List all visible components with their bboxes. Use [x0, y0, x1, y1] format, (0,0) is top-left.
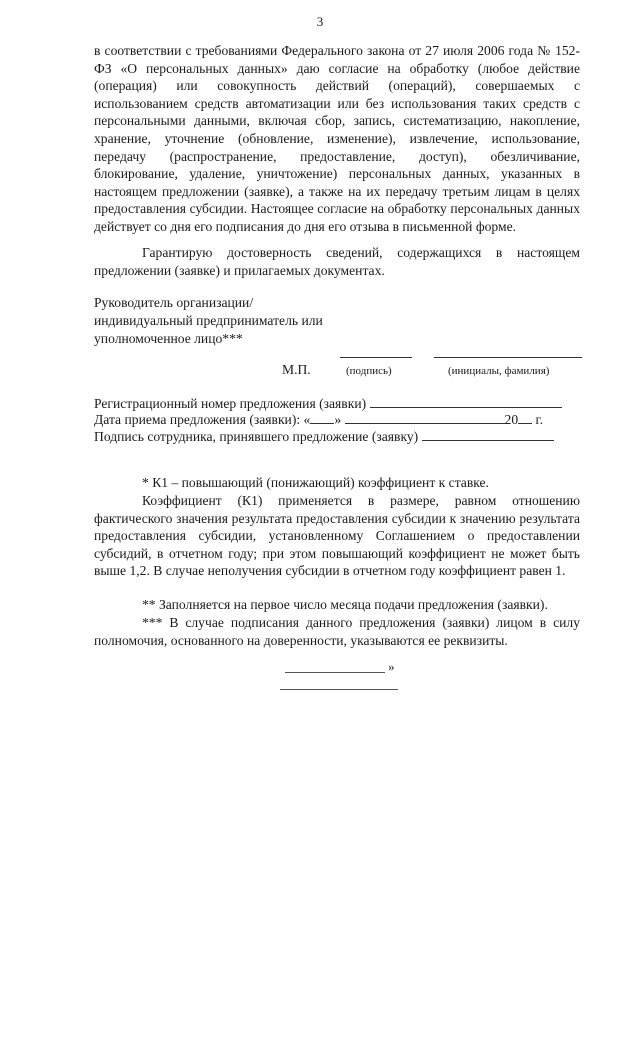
- closing-line-1: [285, 672, 385, 673]
- employee-signature-row: [94, 428, 554, 446]
- employee-signature-label: Подпись сотрудника, принявшего предложение (заявку): [94, 429, 419, 444]
- page-number: 3: [316, 14, 324, 29]
- closing-line-2: [280, 689, 398, 690]
- signatory-line-3: уполномоченное лицо***: [94, 331, 243, 346]
- year-suffix: г.: [535, 412, 543, 427]
- year-prefix: 20: [504, 412, 519, 427]
- year-field: [518, 411, 532, 424]
- date-label: Дата приема предложения (заявки): «: [94, 412, 311, 427]
- date-mid: »: [334, 412, 342, 427]
- consent-paragraph: в соответствии с требованиями Федерального закона от 27 июля 2006 года № 152-ФЗ «О персональных данных» даю согласие на обработку (любое действие (операция) или совокупность действий (операций), совершаемых с использованием средств автоматизации или без использования таких средств с персональными данными, включая сбор, запись, систематизацию, накопление, хранение, уточнение (обновление, изменение), извлечение, использование, передачу (распространение, предоставление, доступ), обезличивание, блокирование, удаление, уничтожение) персональных данных, указанных в настоящем предложении (заявке), а также на их передачу третьим лицам в целях предоставления субсидии. Настоящее согласие на обработку персональных данных действует со дня его подписания до дня его отзыва в письменной форме.: [94, 43, 580, 234]
- name-caption: (инициалы, фамилия): [448, 365, 550, 377]
- signatory-line-1: Руководитель организации/: [94, 295, 254, 310]
- day-field: [310, 411, 334, 424]
- date-row: [94, 411, 543, 429]
- reg-number-field: [370, 395, 562, 408]
- footnote-1-detail: Коэффициент (К1) применяется в размере, равном отношению фактического значения результата предоставления субсидии к значению результата предоставления субсидии, установленному Соглашением о предоставлении субсидий, в отчетном году; при этом повышающий коэффициент не может быть выше 1,2. В случае неполучения субсидии в отчетном году коэффициент равен 1.: [94, 493, 580, 579]
- stamp-label: М.П.: [282, 362, 311, 377]
- footnote-3: *** В случае подписания данного предложения (заявки) лицом в силу полномочия, основанного на доверенности, указываются ее реквизиты.: [94, 615, 580, 648]
- signature-line: [340, 357, 412, 358]
- guarantee-paragraph: Гарантирую достоверность сведений, содержащихся в настоящем предложении (заявке) и прилагаемых документах.: [94, 245, 580, 278]
- footnote-1: * К1 – повышающий (понижающий) коэффициент к ставке.: [142, 475, 489, 490]
- reg-number-label: Регистрационный номер предложения (заявки): [94, 396, 367, 411]
- closing-mark: »: [388, 659, 395, 674]
- employee-signature-field: [422, 428, 554, 441]
- month-field: [345, 411, 505, 424]
- footnote-2: ** Заполняется на первое число месяца подачи предложения (заявки).: [142, 597, 548, 612]
- reg-number-row: [94, 395, 562, 413]
- name-line: [434, 357, 582, 358]
- signature-caption: (подпись): [346, 365, 392, 377]
- signatory-line-2: индивидуальный предприниматель или: [94, 313, 323, 328]
